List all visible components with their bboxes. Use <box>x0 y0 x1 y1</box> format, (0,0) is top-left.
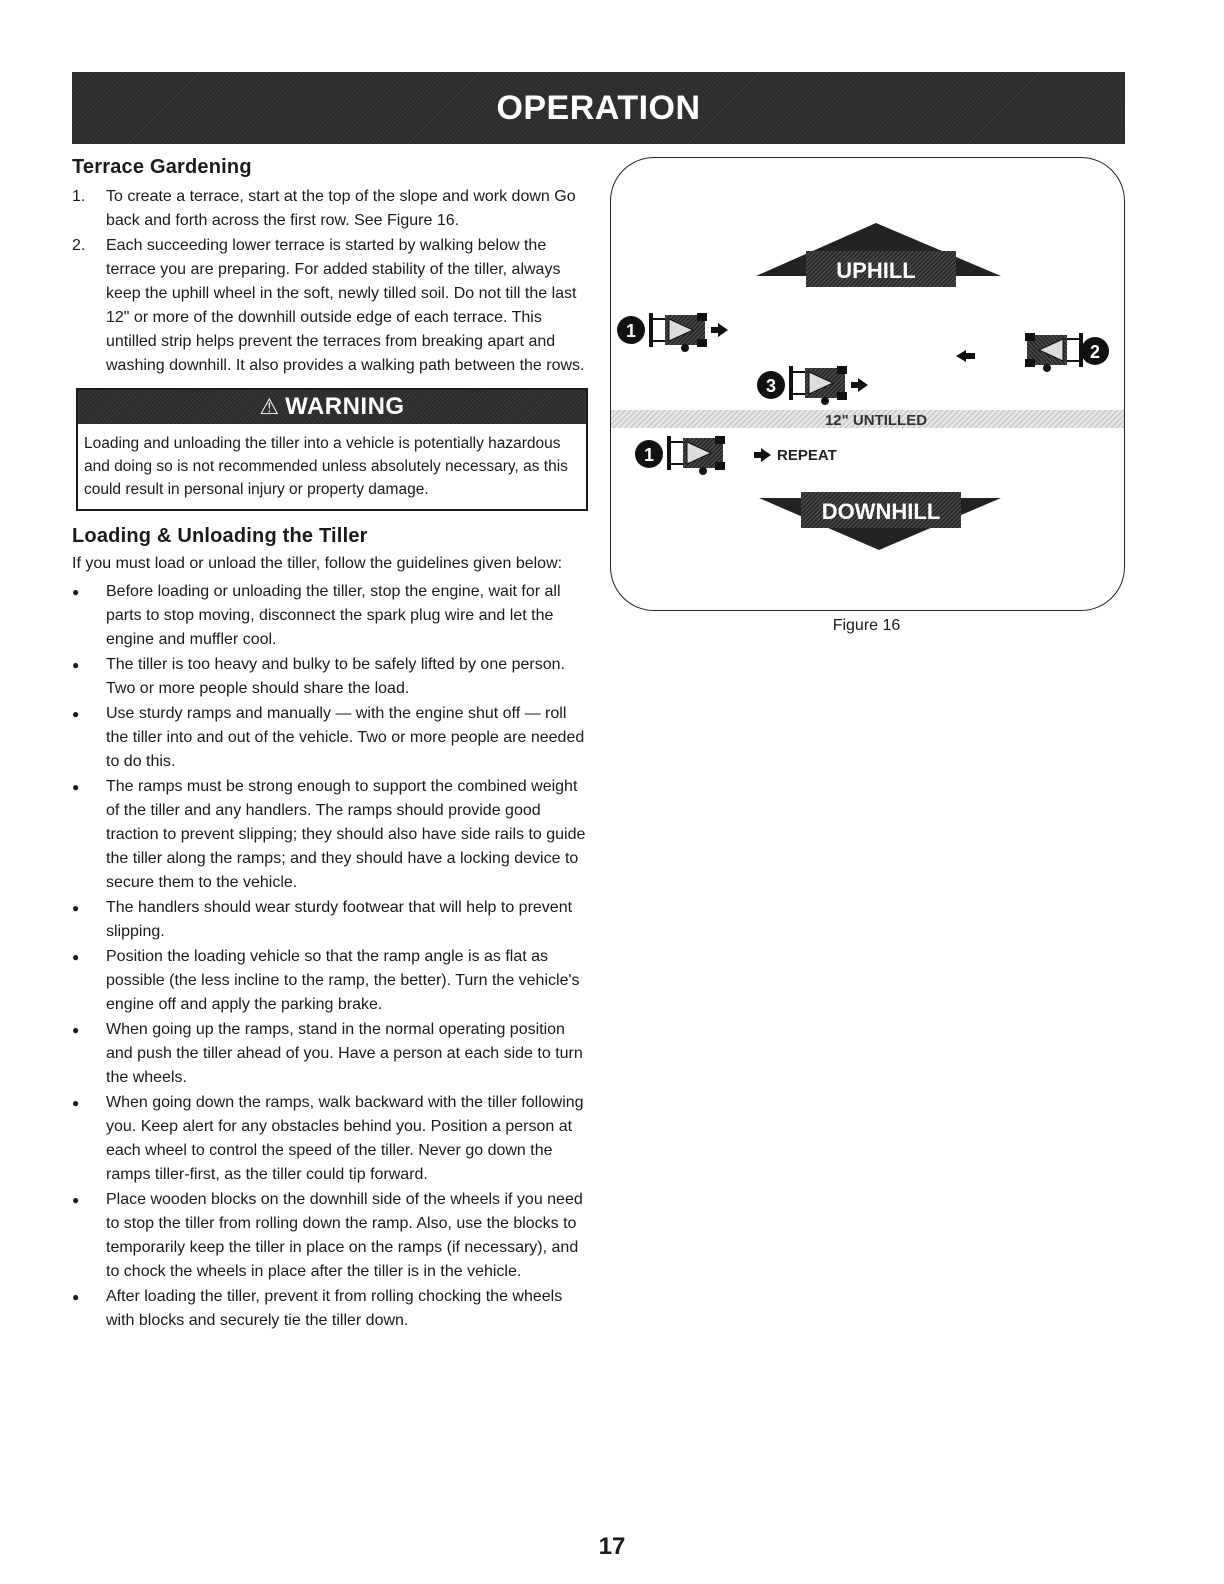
warning-title: WARNING <box>285 393 405 420</box>
warning-header <box>78 390 586 424</box>
bullet-icon: ● <box>72 658 80 672</box>
bullet-icon: ● <box>72 1023 80 1037</box>
list-item: ● Before loading or unloading the tiller, stop the engine, wait for all parts to stop moving, disconnect the spark plug wire and let the engine and muffler cool. <box>72 580 588 652</box>
list-item: 2. Each succeeding lower terrace is started by walking below the terrace you are preparing. For added stability of the tiller, always keep the uphill wheel in the soft, newly tilled soil. Do not till the last 12" or more of the downhill outside edge of each terrace. This untilled strip helps prevent the terraces from breaking apart and washing downhill. It also provides a walking path between the rows. <box>72 237 585 374</box>
svg-text:1: 1 <box>625 321 637 341</box>
svg-text:3: 3 <box>765 376 777 396</box>
figure-caption: Figure 16 <box>832 617 901 634</box>
bullet-icon: ● <box>72 585 80 599</box>
list-item: ● When going up the ramps, stand in the normal operating position and push the tiller ahead of you. Have a person at each side to turn the wheels. <box>72 1018 588 1090</box>
bullet-icon: ● <box>72 950 80 964</box>
terrace-diagram <box>611 158 1124 610</box>
list-item: ● Place wooden blocks on the downhill side of the wheels if you need to stop the tiller from rolling down the ramp. Also, use the blocks to temporarily keep the tiller in place on the ramps (if necessary), and to chock the wheels in place after the tiller is in the vehicle. <box>72 1188 588 1284</box>
loading-guidelines <box>72 580 588 1333</box>
list-item: ● The ramps must be strong enough to support the combined weight of the tiller and any handlers. The ramps should provide good traction to prevent slipping; they should also have side rails to guide the tiller along the ramps; and they should have a locking device to secure them to the vehicle. <box>72 775 588 895</box>
svg-text:1: 1 <box>643 445 655 465</box>
page-title: OPERATION <box>496 88 701 127</box>
bullet-icon: ● <box>72 1193 80 1207</box>
svg-text:2: 2 <box>1089 342 1101 362</box>
downhill-arrow <box>759 492 1001 550</box>
bullet-icon: ● <box>72 707 80 721</box>
tiller-step-3 <box>757 366 868 405</box>
repeat-label: REPEAT <box>777 447 837 464</box>
untilled-strip <box>611 410 1124 429</box>
figure-16 <box>610 157 1125 611</box>
header-banner <box>72 72 1125 144</box>
list-item: ● Position the loading vehicle so that the ramp angle is as flat as possible (the less incline to the ramp, the better). Turn the vehicle's engine off and apply the parking brake. <box>72 945 588 1017</box>
page-number: 17 <box>598 1533 626 1560</box>
list-item: 1. To create a terrace, start at the top of the slope and work down Go back and forth across the first row. See Figure 16. <box>72 188 576 229</box>
warning-triangle-icon: ⚠ <box>259 394 280 419</box>
warning-box <box>76 388 588 511</box>
terrace-heading: Terrace Gardening <box>72 156 252 178</box>
list-item: ● When going down the ramps, walk backward with the tiller following you. Keep alert for any obstacles behind you. Position a person at each wheel to control the speed of the tiller. Never go down the ramps tiller-first, as the tiller could tip forward. <box>72 1091 588 1187</box>
warning-text: Loading and unloading the tiller into a vehicle is potentially hazardous and doing so is not recommended unless absolutely necessary, as this could result in personal injury or property damage. <box>84 435 568 498</box>
list-item: ● The tiller is too heavy and bulky to be safely lifted by one person. Two or more people should share the load. <box>72 653 588 701</box>
list-item: ● The handlers should wear sturdy footwear that will help to prevent slipping. <box>72 896 588 944</box>
uphill-label: UPHILL <box>836 258 916 283</box>
untilled-label: 12" UNTILLED <box>824 412 928 429</box>
left-column <box>72 156 588 1334</box>
downhill-label: DOWNHILL <box>821 499 941 524</box>
loading-heading: Loading & Unloading the Tiller <box>72 525 368 547</box>
tiller-step-1 <box>617 313 728 352</box>
tiller-step-2 <box>956 333 1109 372</box>
bullet-icon: ● <box>72 780 80 794</box>
bullet-icon: ● <box>72 1096 80 1110</box>
bullet-icon: ● <box>72 901 80 915</box>
list-item: ● Use sturdy ramps and manually — with the engine shut off — roll the tiller into and out of the vehicle. Two or more people are needed to do this. <box>72 702 588 774</box>
uphill-arrow <box>756 223 1001 287</box>
list-item: ● After loading the tiller, prevent it from rolling chocking the wheels with blocks and securely tie the tiller down. <box>72 1285 588 1333</box>
tiller-repeat <box>635 436 837 475</box>
terrace-steps <box>72 185 588 378</box>
loading-intro: If you must load or unload the tiller, follow the guidelines given below: <box>72 555 563 572</box>
bullet-icon: ● <box>72 1290 80 1304</box>
